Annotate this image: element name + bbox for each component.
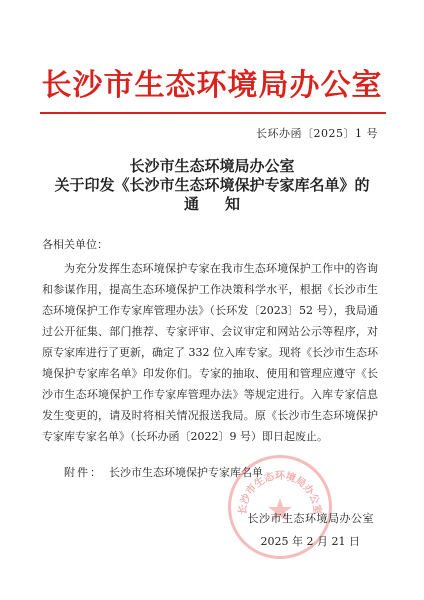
title-line-1: 长沙市生态环境局办公室 [129, 157, 295, 175]
document-title [0, 157, 424, 214]
title-line-2: 关于印发《长沙市生态环境保护专家库名单》的 [54, 176, 370, 194]
attachment-text: 长沙市生态环境保护专家库名单 [109, 466, 263, 479]
title-line-3: 通知 [183, 195, 266, 213]
salutation: 各相关单位： [42, 238, 108, 251]
signing-organization: 长沙市生态环境局办公室 [247, 512, 374, 525]
body-paragraph: 为充分发挥生态环境保护专家在我市生态环境保护工作中的咨询和参谋作用，提高生态环境保护工作决策科学水平，根据《长沙市生态环境保护工作专家库管理办法》（长环发〔2023〕52 号），我局通过公开征集、部门推荐、专家评审、会议审定和网站公示等程序，对原专家库进行了更新，确定了 332 位入库专家。现将《长沙市生态环境保护专家库名单》印发你们。专家的抽取、使用和管理应遵守《长沙市生态环境保护工作专家库管理办法》等规定进行。入库专家信息发生变更的，请及时将相关情况报送我局。原《长沙市生态环境保护专家库专家名单》（长环办函〔2022〕9 号）即日起废止。 [42, 262, 378, 443]
signing-date: 2025 年 2 月 21 日 [260, 535, 360, 548]
red-divider [40, 112, 386, 114]
document-number: 长环办函〔2025〕1 号 [256, 127, 378, 140]
seal-text: 长沙市生态环境局办公室 [237, 471, 323, 515]
org-header: 长沙市生态环境局办公室 [41, 68, 383, 103]
attachment-label: 附件： [64, 466, 103, 479]
